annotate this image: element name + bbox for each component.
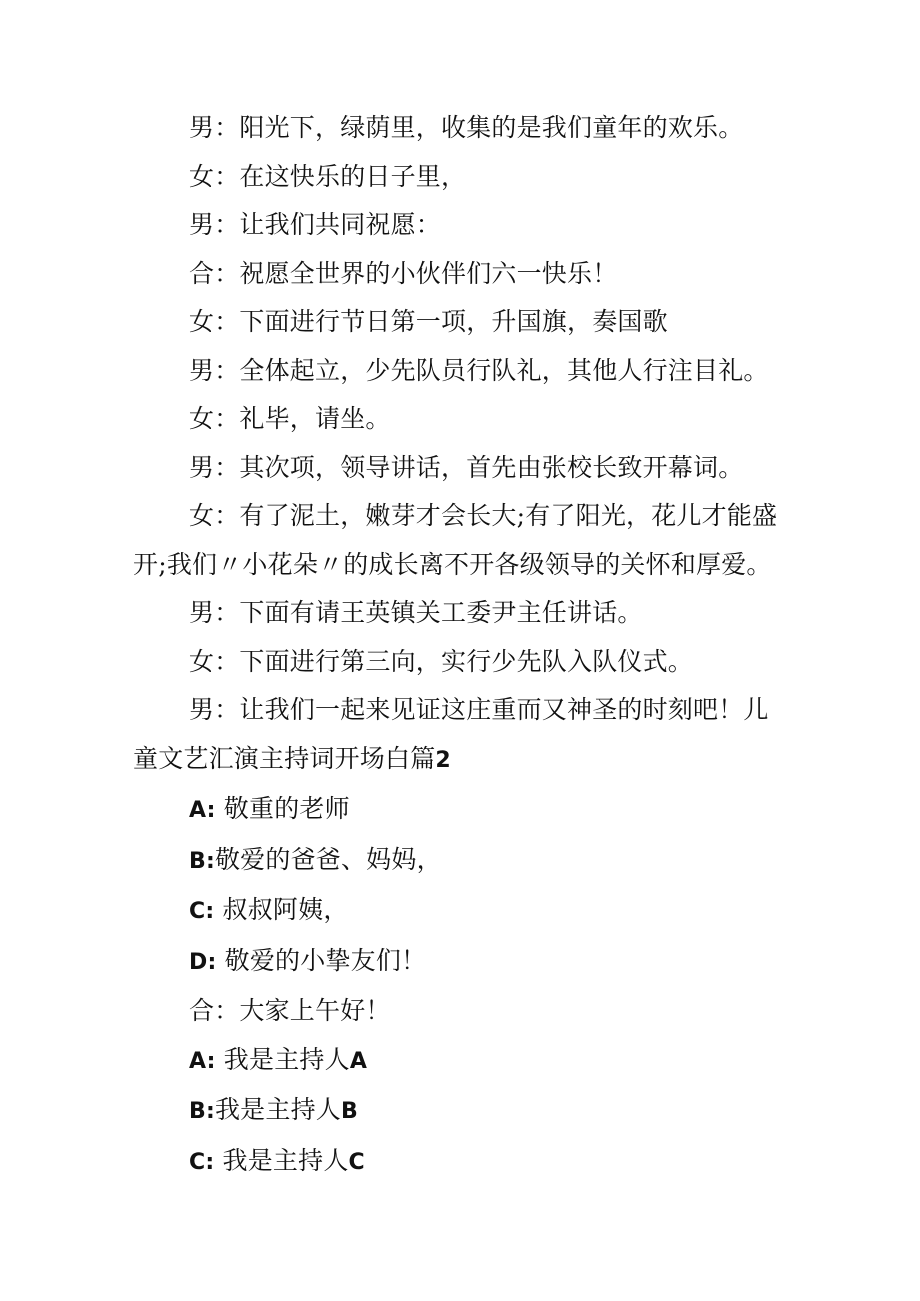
host-label: A <box>189 798 207 823</box>
dialogue-line: 女：有了泥土，嫩芽才会长大;有了阳光，花儿才能盛开;我们〃小花朵〃的成长离不开各级领导的关怀和厚爱。 <box>133 501 778 579</box>
host-label: C <box>189 1149 206 1175</box>
intro-line <box>133 1036 783 1087</box>
dialogue-line-with-heading <box>133 686 783 785</box>
document-body <box>133 104 783 1187</box>
host-label: A <box>189 1048 207 1074</box>
together-line: 合：大家上午好！ <box>189 996 391 1025</box>
intro-text: 我是主持人 <box>222 1145 349 1175</box>
host-text: 敬重的老师 <box>223 794 350 823</box>
host-separator: : <box>207 949 217 975</box>
dialogue-line: 女：在这快乐的日子里， <box>189 161 467 191</box>
host-text: 敬爱的小挚友们！ <box>224 945 427 975</box>
dialogue-line: 男：其次项，领导讲话，首先由张校长致开幕词。 <box>189 452 744 482</box>
host-line <box>133 886 783 937</box>
host-id: B <box>340 1099 358 1124</box>
host-line <box>133 785 783 836</box>
section-number: 2 <box>435 747 451 773</box>
intro-text: 我是主持人 <box>214 1095 341 1124</box>
dialogue-line: 女：礼毕，请坐。 <box>189 404 391 433</box>
host-line <box>133 836 783 887</box>
dialogue-line: 男：阳光下，绿荫里，收集的是我们童年的欢乐。 <box>189 113 744 142</box>
dialogue-line: 女：下面进行第三向，实行少先队入队仪式。 <box>189 646 694 676</box>
host-separator: : <box>205 1149 215 1175</box>
dialogue-line: 男：下面有请王英镇关工委尹主任讲话。 <box>189 598 643 627</box>
host-text: 敬爱的爸爸、妈妈， <box>214 844 442 874</box>
dialogue-line: 合：祝愿全世界的小伙伴们六一快乐！ <box>189 258 618 288</box>
intro-text: 我是主持人 <box>223 1044 350 1074</box>
dialogue-line: 男：全体起立，少先队员行队礼，其他人行注目礼。 <box>189 355 769 385</box>
host-separator: : <box>206 798 216 823</box>
dialogue-text: 男：让我们一起来见证这庄重而又神圣的时刻吧！儿童文艺汇演主持词开场白篇 <box>133 695 769 773</box>
host-label: B <box>189 1099 206 1124</box>
host-separator: : <box>206 1048 216 1074</box>
host-id: A <box>349 1048 368 1074</box>
host-separator: : <box>205 1099 215 1124</box>
host-line <box>133 937 783 988</box>
intro-line <box>133 1086 783 1137</box>
dialogue-line: 男：让我们共同祝愿： <box>189 210 442 239</box>
host-label: C <box>189 899 206 924</box>
host-id: C <box>348 1149 365 1175</box>
host-separator: : <box>205 848 215 874</box>
host-label: B <box>189 848 206 874</box>
dialogue-line: 女：下面进行节日第一项，升国旗，奏国歌 <box>189 307 668 336</box>
host-label: D <box>189 949 208 975</box>
intro-line <box>133 1137 783 1188</box>
host-text: 叔叔阿姨， <box>222 895 349 924</box>
host-separator: : <box>205 899 215 924</box>
